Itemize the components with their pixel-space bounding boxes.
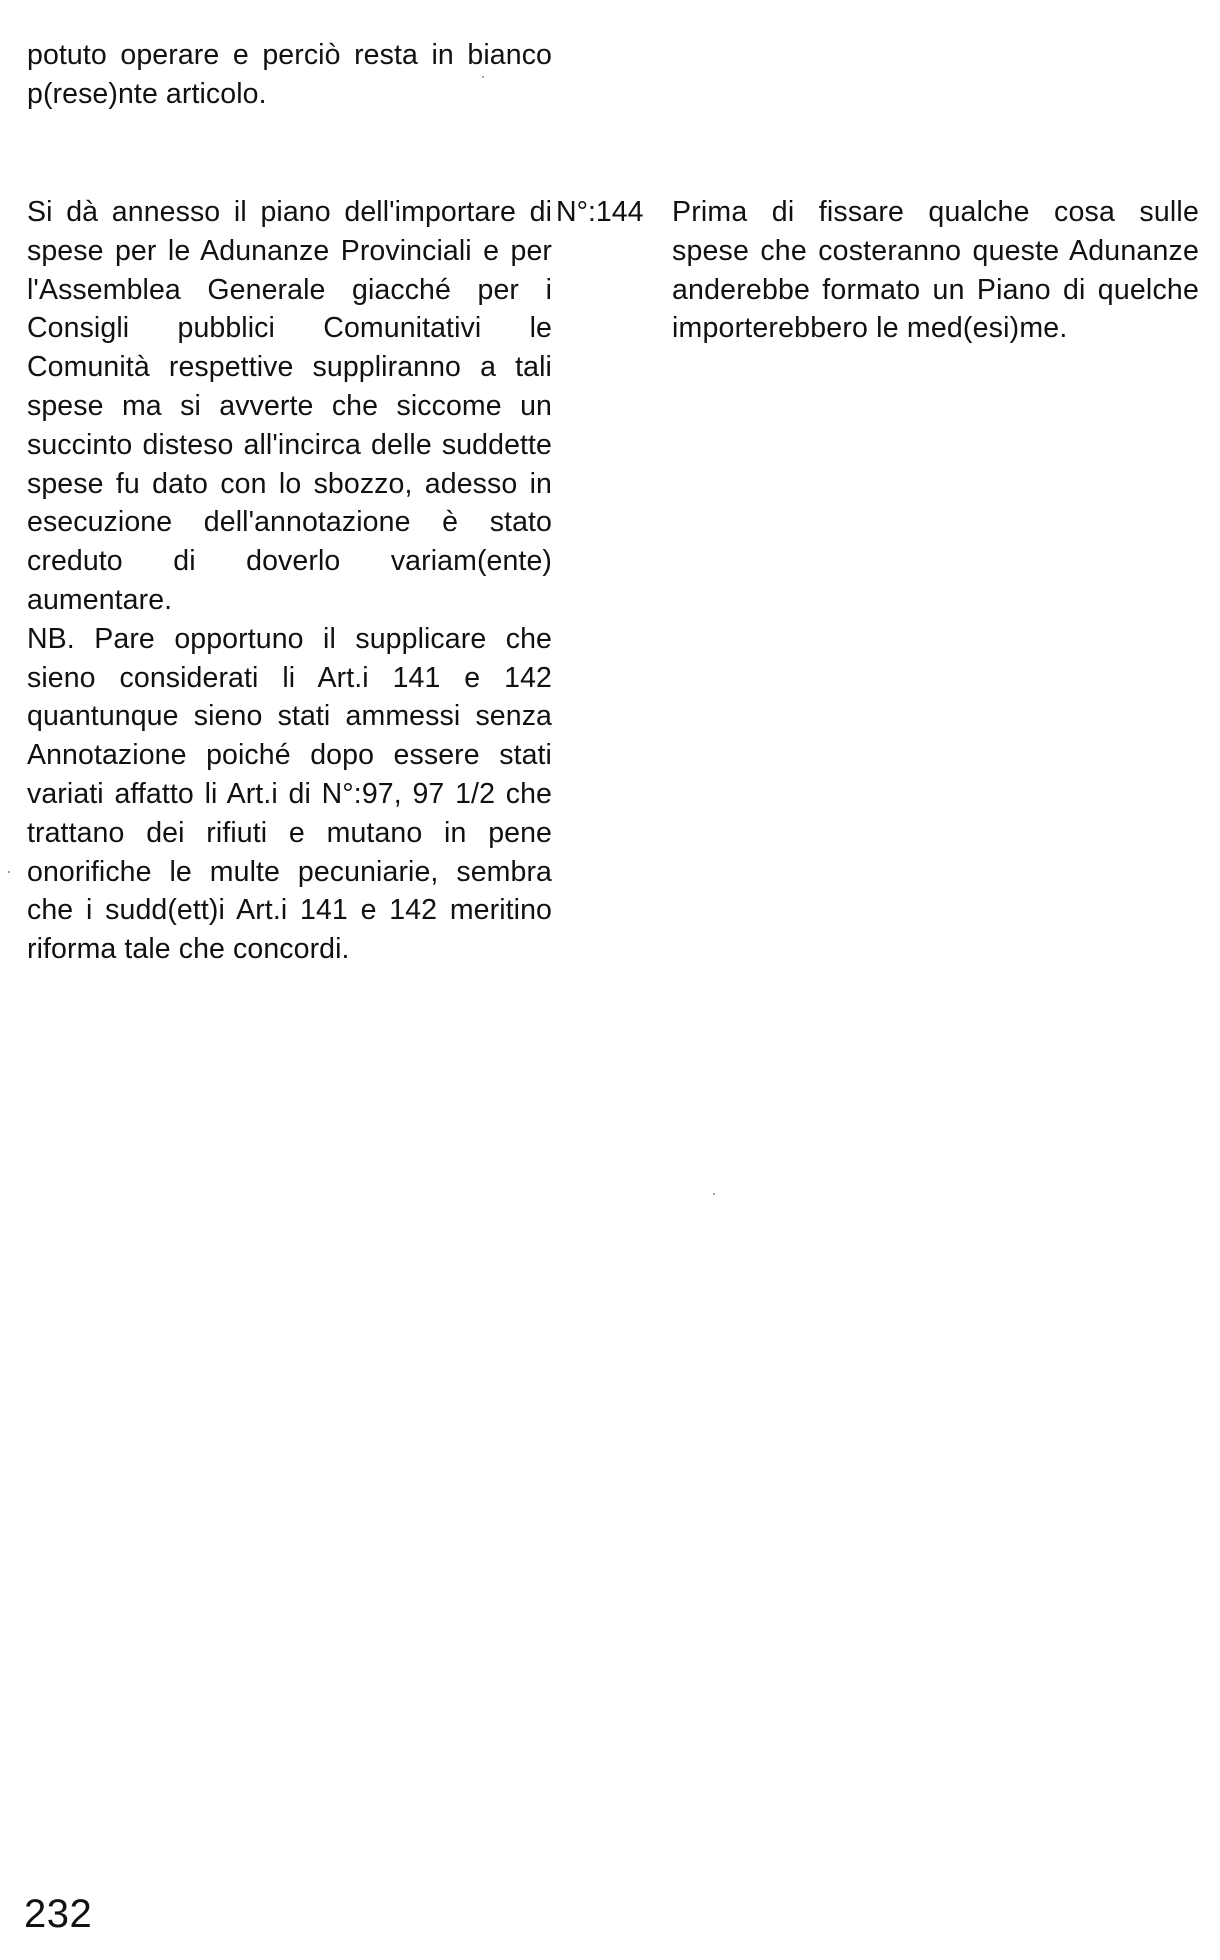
main-paragraph: Si dà annesso il piano dell'importare di spese per le Adunanze Provinciali e per l'Assemblea Generale giacché per i Consigli pubblici Comunitativi le Comunità respettive suppliranno a tali spese ma si avverte che siccome un succinto disteso all'incirca delle suddette spese fu dato con lo sbozzo, adesso in esecuzione dell'annotazione è stato creduto di doverlo variam(ente) aumentare. [27,196,552,616]
annotation-paragraph: Prima di fissare qualche cosa sulle spese che costeranno queste Adunanze anderebbe formato un Piano di quelche importerebbero le med(esi)me. [672,196,1199,345]
article-number: N°:144 [556,196,644,228]
scan-speck [8,871,10,873]
intro-text-block [27,36,552,114]
page-number: 232 [24,1892,93,1936]
scan-speck [482,76,484,78]
annotation-column [672,193,1199,348]
scan-speck [713,1193,715,1195]
main-text-column [27,193,552,969]
nb-paragraph: NB. Pare opportuno il supplicare che sieno considerati li Art.i 141 e 142 quantunque sieno stati ammessi senza Annotazione poiché dopo essere stati variati affatto li Art.i di N°:97, 97 1/2 che trattano dei rifiuti e mutano in pene onorifiche le multe pecuniarie, sembra che i sudd(ett)i Art.i 141 e 142 meritino riforma tale che concordi. [27,622,552,966]
intro-paragraph: potuto operare e perciò resta in bianco p(rese)nte articolo. [27,39,552,110]
